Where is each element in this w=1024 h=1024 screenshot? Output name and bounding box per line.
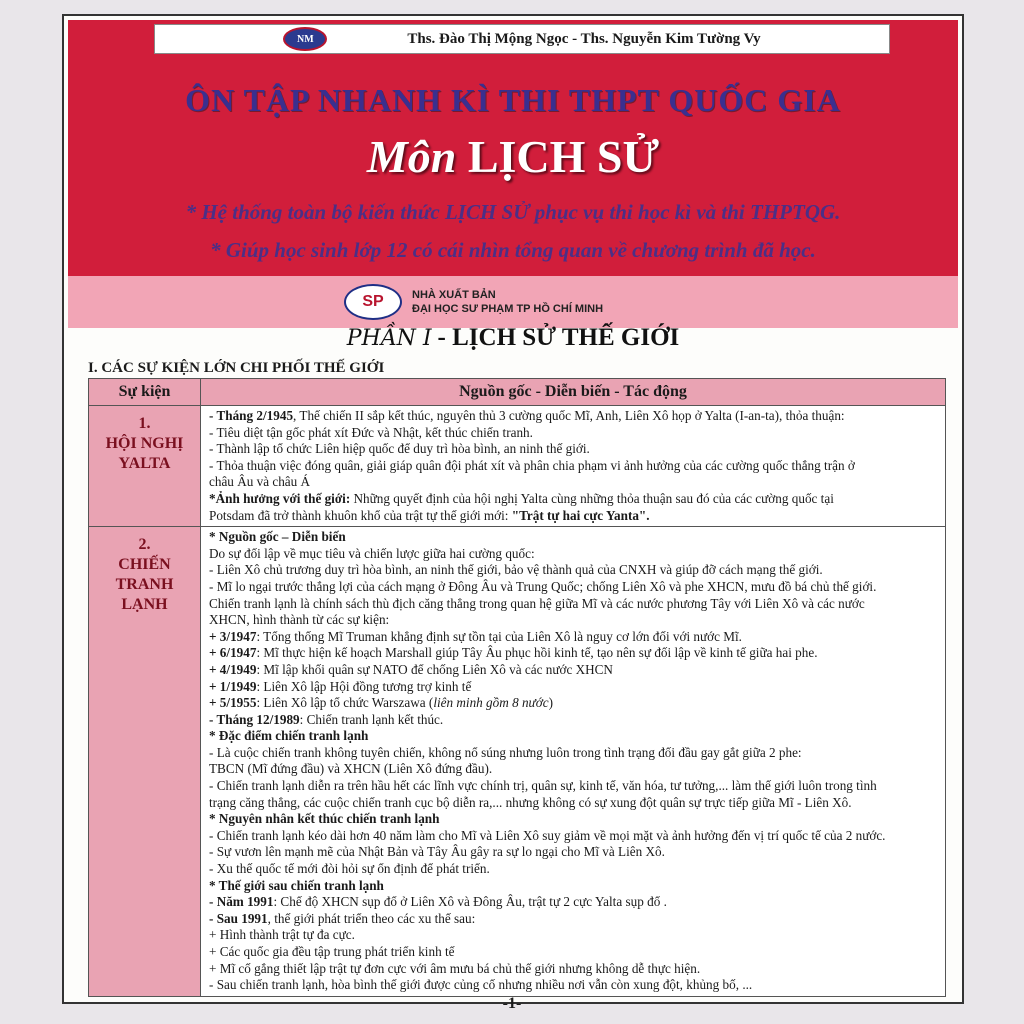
header-event: Sự kiện xyxy=(89,379,201,406)
publisher-line-2: ĐẠI HỌC SƯ PHẠM TP HỒ CHÍ MINH xyxy=(412,303,604,315)
part-title xyxy=(64,324,962,352)
section-title: I. CÁC SỰ KIỆN LỚN CHI PHỐI THẾ GIỚI xyxy=(88,360,385,376)
part-title-text: - LỊCH SỬ THẾ GIỚI xyxy=(437,324,680,351)
publisher-logo: SP xyxy=(344,284,402,320)
cover-banner xyxy=(68,20,958,320)
table-row xyxy=(89,406,946,527)
events-table xyxy=(88,378,946,997)
table-row xyxy=(89,527,946,997)
publisher-line-1: NHÀ XUẤT BẢN xyxy=(412,289,496,301)
header-content: Nguồn gốc - Diễn biến - Tác động xyxy=(201,379,946,406)
subject-title xyxy=(68,130,958,183)
event-cell-yalta: 1. HỘI NGHỊ YALTA xyxy=(89,406,201,527)
authors-bar xyxy=(154,24,890,54)
tagline-2: * Giúp học sinh lớp 12 có cái nhìn tổng quan về chương trình đã học. xyxy=(210,238,816,262)
table-header-row xyxy=(89,379,946,406)
authors-text: Ths. Đào Thị Mộng Ngọc - Ths. Nguyễn Kim Tường Vy xyxy=(407,30,761,47)
tagline-1: * Hệ thống toàn bộ kiến thức LỊCH SỬ phục vụ thi học kì và thi THPTQG. xyxy=(185,200,841,224)
content-cell-yalta: - Tháng 2/1945, Thế chiến II sắp kết thúc, nguyên thủ 3 cường quốc Mĩ, Anh, Liên Xô họp ở Yalta (I-an-ta), thỏa thuận: - Tiêu diệt tận gốc phát xít Đức và Nhật, kết thúc chiến tranh. - Thành lập tổ chức Liên hiệp quốc để duy trì hòa bình, an ninh thế giới. - Thỏa thuận việc đóng quân, giải giáp quân đội phát xít và phân chia phạm vi ảnh hưởng của các cường quốc thắng trận ở châu Âu và châu Á *Ảnh hưởng với thế giới: Những quyết định của hội nghị Yalta cùng những thỏa thuận sau đó của các cường quốc tại Potsdam đã trở thành khuôn khổ của trật tự thế giới mới: "Trật tự hai cực Yanta". xyxy=(201,406,946,527)
subject-prefix: Môn xyxy=(366,131,457,182)
content-cell-cold-war: * Nguồn gốc – Diễn biến Do sự đối lập về mục tiêu và chiến lược giữa hai cường quốc: - Liên Xô chủ trương duy trì hòa bình, an ninh thế giới, bảo vệ thành quả của CNXH và giúp đỡ cách mạng thế giới. - Mĩ lo ngại trước thắng lợi của cách mạng ở Đông Âu và Trung Quốc; chống Liên Xô và phe XHCN, mưu đồ bá chủ thế giới. Chiến tranh lạnh là chính sách thù địch căng thẳng trong quan hệ giữa Mĩ và các nước phương Tây với Liên Xô và các nước XHCN, hình thành từ các sự kiện: + 3/1947: Tổng thống Mĩ Truman khẳng định sự tồn tại của Liên Xô là nguy cơ lớn đối với nước Mĩ. + 6/1947: Mĩ thực hiện kế hoạch Marshall giúp Tây Âu phục hồi kinh tế, tạo nên sự đối lập về kinh tế giữa hai phe. + 4/1949: Mĩ lập khối quân sự NATO để chống Liên Xô và các nước XHCN + 1/1949: Liên Xô lập Hội đồng tương trợ kinh tế + 5/1955: Liên Xô lập tổ chức Warszawa (liên minh gồm 8 nước) - Tháng 12/1989: Chiến tranh lạnh kết thúc. * Đặc điểm chiến tranh lạnh - Là cuộc chiến tranh không tuyên chiến, không nổ súng nhưng luôn trong tình trạng đối đầu gay gắt giữa 2 phe: TBCN (Mĩ đứng đầu) và XHCN (Liên Xô đứng đầu). - Chiến tranh lạnh diễn ra trên hầu hết các lĩnh vực chính trị, quân sự, kinh tế, văn hóa, tư tưởng,... làm thế giới luôn trong tình trạng căng thẳng, các cuộc chiến tranh cục bộ diễn ra,... nhưng không có sự xung đột quân sự trực tiếp giữa Mĩ - Liên Xô. * Nguyên nhân kết thúc chiến tranh lạnh - Chiến tranh lạnh kéo dài hơn 40 năm làm cho Mĩ và Liên Xô suy giảm về mọi mặt và ảnh hưởng đến vị trí quốc tế của 2 nước. - Sự vươn lên mạnh mẽ của Nhật Bản và Tây Âu gây ra sự lo ngại cho Mĩ và Liên Xô. - Xu thế quốc tế mới đòi hỏi sự ổn định để phát triển. * Thế giới sau chiến tranh lạnh - Năm 1991: Chế độ XHCN sụp đổ ở Liên Xô và Đông Âu, trật tự 2 cực Yalta sụp đổ . - Sau 1991, thế giới phát triển theo các xu thế sau: + Hình thành trật tự đa cực. + Các quốc gia đều tập trung phát triển kinh tế + Mĩ cố gắng thiết lập trật tự đơn cực với âm mưu bá chủ thế giới nhưng không dễ thực hiện. - Sau chiến tranh lạnh, hòa bình thế giới được củng cố nhưng nhiều nơi vẫn còn xung đột, khủng bố, ... xyxy=(201,527,946,997)
page-number: -1- xyxy=(502,995,522,1012)
exam-title: ÔN TẬP NHANH KÌ THI THPT QUỐC GIA xyxy=(185,82,841,118)
publisher xyxy=(344,284,603,320)
subject-name: LỊCH SỬ xyxy=(467,131,660,182)
authors-logo: NM xyxy=(283,27,327,51)
event-cell-cold-war: 2. CHIẾN TRANH LẠNH xyxy=(89,527,201,997)
part-handwritten: PHẦN I xyxy=(346,326,432,351)
document-page xyxy=(62,14,964,1004)
